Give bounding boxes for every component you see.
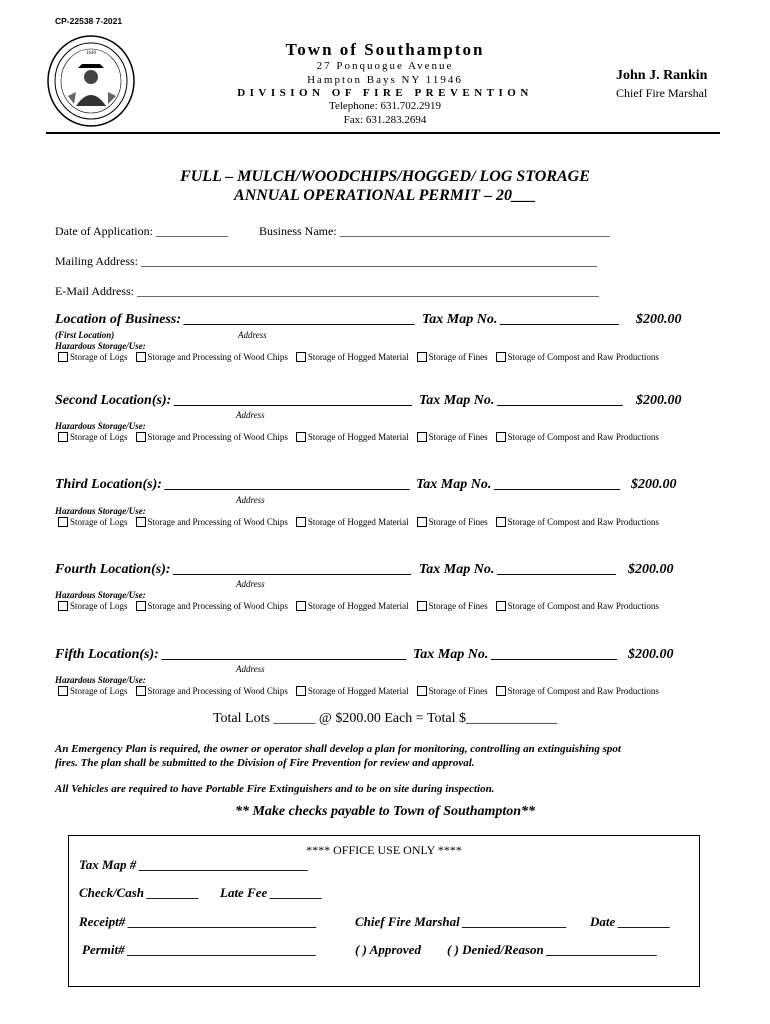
storage-logs-option[interactable]: Storage of Logs — [58, 601, 128, 611]
location-5-tax-map-field[interactable]: Tax Map No. __________________ — [413, 647, 618, 662]
wood-chips-option[interactable]: Storage and Processing of Wood Chips — [136, 686, 288, 696]
checkbox[interactable] — [58, 432, 68, 442]
checkbox[interactable] — [136, 686, 146, 696]
checkbox[interactable] — [417, 432, 427, 442]
location-4-tax-map-field[interactable]: Tax Map No. _________________ — [419, 562, 617, 577]
first-location-note: (First Location) — [55, 330, 115, 340]
checkbox[interactable] — [496, 432, 506, 442]
hogged-material-option[interactable]: Storage of Hogged Material — [296, 686, 409, 696]
compost-option[interactable]: Storage of Compost and Raw Productions — [496, 601, 659, 611]
wood-chips-option[interactable]: Storage and Processing of Wood Chips — [136, 517, 288, 527]
checkbox[interactable] — [58, 686, 68, 696]
svg-text:1640: 1640 — [86, 51, 96, 56]
checks-payable-note: ** Make checks payable to Town of Southampton** — [234, 804, 536, 819]
location-4-fee: $200.00 — [628, 562, 674, 577]
checkbox[interactable] — [136, 517, 146, 527]
location-2-field[interactable]: Second Location(s): __________________________________ — [55, 393, 413, 408]
fines-option[interactable]: Storage of Fines — [417, 432, 488, 442]
fax: Fax: 631.283.2694 — [343, 114, 427, 126]
storage-logs-option[interactable]: Storage of Logs — [58, 432, 128, 442]
location-3-fee: $200.00 — [631, 477, 677, 492]
checkbox[interactable] — [136, 352, 146, 362]
total-lots-line[interactable]: Total Lots ______ @ $200.00 Each = Total $_____________ — [212, 711, 558, 726]
denied-reason-field[interactable]: ( ) Denied/Reason _________________ — [447, 942, 658, 957]
late-fee-field[interactable]: Late Fee ________ — [220, 885, 323, 900]
date-of-application-field[interactable]: Date of Application: ____________ — [55, 224, 228, 238]
location-4-options — [58, 601, 659, 611]
checkbox[interactable] — [417, 352, 427, 362]
location-1-fee: $200.00 — [636, 312, 682, 327]
marshal-title: Chief Fire Marshal — [616, 86, 708, 100]
hogged-material-option[interactable]: Storage of Hogged Material — [296, 517, 409, 527]
office-use-title: **** OFFICE USE ONLY **** — [306, 843, 462, 857]
storage-logs-option[interactable]: Storage of Logs — [58, 352, 128, 362]
checkbox[interactable] — [58, 352, 68, 362]
checkbox[interactable] — [58, 601, 68, 611]
location-4-hazardous-label: Hazardous Storage/Use: — [55, 590, 146, 600]
checkbox[interactable] — [296, 352, 306, 362]
wood-chips-option[interactable]: Storage and Processing of Wood Chips — [136, 432, 288, 442]
hogged-material-option[interactable]: Storage of Hogged Material — [296, 352, 409, 362]
location-1-address-caption: Address — [238, 330, 267, 340]
compost-option[interactable]: Storage of Compost and Raw Productions — [496, 352, 659, 362]
receipt-field[interactable]: Receipt# _____________________________ — [79, 914, 317, 929]
wood-chips-option[interactable]: Storage and Processing of Wood Chips — [136, 352, 288, 362]
location-3-tax-map-field[interactable]: Tax Map No. __________________ — [416, 477, 621, 492]
location-2-options — [58, 432, 659, 442]
fines-option[interactable]: Storage of Fines — [417, 601, 488, 611]
checkbox[interactable] — [417, 517, 427, 527]
form-title: FULL – MULCH/WOODCHIPS/HOGGED/ LOG STORAGE — [180, 168, 590, 185]
telephone: Telephone: 631.702.2919 — [329, 100, 441, 112]
mailing-address-field[interactable]: Mailing Address: ____________________________________________________________________________ — [55, 254, 597, 268]
checkbox[interactable] — [496, 517, 506, 527]
marshal-name: John J. Rankin — [616, 68, 708, 83]
compost-option[interactable]: Storage of Compost and Raw Productions — [496, 432, 659, 442]
address-line-1: 27 Ponquogue Avenue — [316, 60, 454, 72]
checkbox[interactable] — [296, 686, 306, 696]
location-5-fee: $200.00 — [628, 647, 674, 662]
location-3-options — [58, 517, 659, 527]
header-divider — [46, 132, 720, 134]
storage-logs-option[interactable]: Storage of Logs — [58, 517, 128, 527]
compost-option[interactable]: Storage of Compost and Raw Productions — [496, 686, 659, 696]
location-2-hazardous-label: Hazardous Storage/Use: — [55, 421, 146, 431]
fines-option[interactable]: Storage of Fines — [417, 686, 488, 696]
location-1-hazardous-label: Hazardous Storage/Use: — [55, 341, 146, 351]
location-1-options — [58, 352, 659, 362]
checkbox[interactable] — [496, 601, 506, 611]
location-3-hazardous-label: Hazardous Storage/Use: — [55, 506, 146, 516]
business-name-field[interactable]: Business Name: _____________________________________________ — [259, 224, 610, 238]
location-3-field[interactable]: Third Location(s): ___________________________________ — [55, 477, 411, 492]
location-2-fee: $200.00 — [636, 393, 682, 408]
emergency-plan-note-2: fires. The plan shall be submitted to the Division of Fire Prevention for review and approval. — [55, 757, 475, 769]
hogged-material-option[interactable]: Storage of Hogged Material — [296, 601, 409, 611]
location-3-address-caption: Address — [236, 495, 265, 505]
wood-chips-option[interactable]: Storage and Processing of Wood Chips — [136, 601, 288, 611]
fines-option[interactable]: Storage of Fines — [417, 352, 488, 362]
location-5-hazardous-label: Hazardous Storage/Use: — [55, 675, 146, 685]
location-1-tax-map-field[interactable]: Tax Map No. _________________ — [422, 312, 620, 327]
checkbox[interactable] — [496, 686, 506, 696]
permit-field[interactable]: Permit# _____________________________ — [82, 942, 317, 957]
location-4-address-caption: Address — [236, 579, 265, 589]
checkbox[interactable] — [296, 432, 306, 442]
checkbox[interactable] — [417, 601, 427, 611]
location-2-address-caption: Address — [236, 410, 265, 420]
checkbox[interactable] — [417, 686, 427, 696]
location-5-options — [58, 686, 659, 696]
hogged-material-option[interactable]: Storage of Hogged Material — [296, 432, 409, 442]
office-tax-map-field[interactable]: Tax Map # __________________________ — [79, 857, 309, 872]
location-4-field[interactable]: Fourth Location(s): __________________________________ — [55, 562, 413, 577]
checkbox[interactable] — [136, 432, 146, 442]
checkbox[interactable] — [496, 352, 506, 362]
form-subtitle: ANNUAL OPERATIONAL PERMIT – 20___ — [234, 187, 536, 204]
form-code: CP-22538 7-2021 — [55, 16, 123, 26]
checkbox[interactable] — [136, 601, 146, 611]
address-line-2: Hampton Bays NY 11946 — [307, 74, 463, 86]
storage-logs-option[interactable]: Storage of Logs — [58, 686, 128, 696]
vehicles-note: All Vehicles are required to have Portable Fire Extinguishers and to be on site during inspection. — [55, 783, 495, 795]
office-date-field[interactable]: Date ________ — [590, 914, 671, 929]
checkbox[interactable] — [296, 601, 306, 611]
compost-option[interactable]: Storage of Compost and Raw Productions — [496, 517, 659, 527]
chief-fire-marshal-field[interactable]: Chief Fire Marshal ________________ — [355, 914, 567, 929]
location-5-address-caption: Address — [236, 664, 265, 674]
checkbox[interactable] — [296, 517, 306, 527]
check-cash-field[interactable]: Check/Cash ________ — [79, 885, 200, 900]
checkbox[interactable] — [58, 517, 68, 527]
approved-option[interactable]: ( ) Approved — [355, 942, 421, 957]
division-name: DIVISION OF FIRE PREVENTION — [237, 87, 533, 99]
email-address-field[interactable]: E-Mail Address: _____________________________________________________________________________ — [55, 284, 599, 298]
location-2-tax-map-field[interactable]: Tax Map No. __________________ — [419, 393, 624, 408]
fines-option[interactable]: Storage of Fines — [417, 517, 488, 527]
town-name: Town of Southampton — [285, 40, 485, 59]
emergency-plan-note-1: An Emergency Plan is required, the owner or operator shall develop a plan for monitoring, controlling an extinguishing spot — [55, 743, 621, 755]
location-1-field[interactable]: Location of Business: _________________________________ — [55, 312, 416, 327]
location-5-field[interactable]: Fifth Location(s): ___________________________________ — [55, 647, 408, 662]
